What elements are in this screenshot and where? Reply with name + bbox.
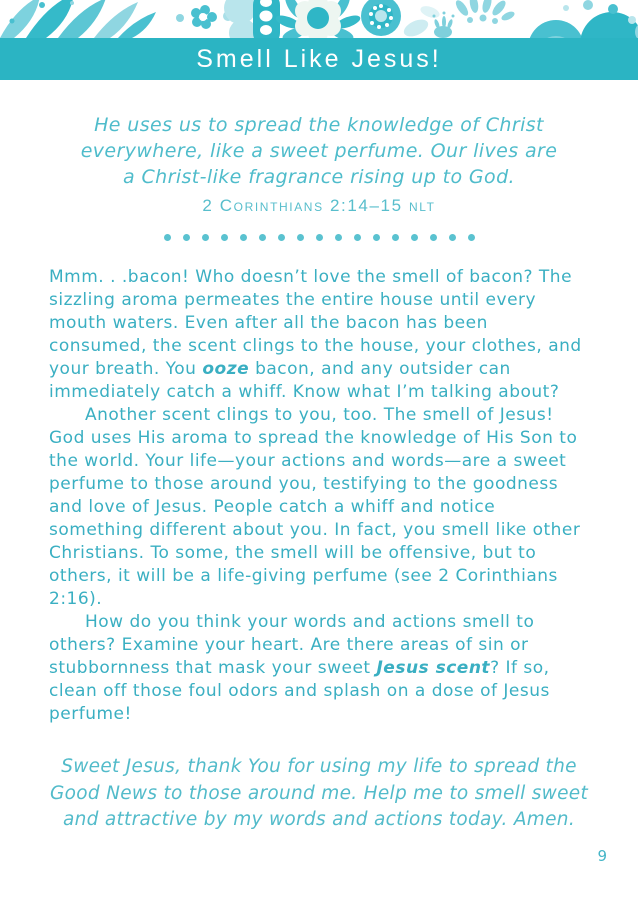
big-flower (295, 0, 341, 38)
divider-dot (354, 234, 361, 241)
scalloped-medallion (361, 0, 401, 36)
paragraph-text: How do you think your words and actions smell to others? Examine your heart. Are there areas of sin or stubbornness that mask your sweet (49, 612, 535, 678)
dots-divider (0, 234, 638, 241)
page-title: Smell Like Jesus! (196, 44, 442, 73)
emphasized-word: ooze (202, 359, 250, 379)
verse-line: everywhere, like a sweet perfume. Our lives are (80, 140, 558, 162)
prayer-line: and attractive by my words and actions today. Amen. (62, 809, 576, 830)
page-number: 9 (597, 847, 607, 865)
prayer-line: Sweet Jesus, thank You for using my life to spread the (61, 756, 577, 777)
paragraph-text: bacon, and any outsider can immediately catch a whiff. Know what I’m talking about? (49, 359, 560, 402)
divider-dot (297, 234, 304, 241)
divider-dot (316, 234, 323, 241)
paragraph-text: Another scent clings to you, too. The smell of Jesus! God uses His aroma to spread the knowledge of His Son to the world. Your life—your actions and words—are a sweet perfume to those around you, testifying to the goodness and love of Jesus. People catch a whiff and notice something different about you. In fact, you smell like other Christians. To some, the smell will be offensive, but to others, it will be a life-giving perfume (see 2 Corinthians 2:16). (49, 405, 581, 609)
small-flower (191, 5, 217, 29)
divider-dot (335, 234, 342, 241)
divider-dot (430, 234, 437, 241)
paragraph-3 (49, 611, 589, 726)
prayer-line: Good News to those around me. Help me to smell sweet (50, 782, 588, 804)
divider-dot (373, 234, 380, 241)
divider-dot (164, 234, 171, 241)
verse-line: He uses us to spread the knowledge of Christ (94, 114, 544, 136)
floral-header-art (0, 0, 638, 38)
divider-dot (259, 234, 266, 241)
paragraph-text: Mmm. . .bacon! Who doesn’t love the smell of bacon? The sizzling aroma permeates the entire house until every mouth waters. Even after all the bacon has been consumed, the scent clings to the house, your clothes, and your breath. You (49, 267, 582, 379)
divider-dot (278, 234, 285, 241)
divider-dot (183, 234, 190, 241)
paragraph-1 (49, 266, 589, 404)
paragraph-2 (49, 404, 589, 611)
verse-reference: 2 Corinthians 2:14–15 nlt (202, 196, 436, 215)
devotional-body (49, 266, 589, 726)
closing-prayer (0, 754, 638, 834)
divider-dot (392, 234, 399, 241)
big-circle (528, 20, 584, 38)
title-banner (0, 38, 638, 80)
verse-line: a Christ-like fragrance rising up to God. (123, 166, 515, 188)
divider-dot (449, 234, 456, 241)
scripture-verse (0, 112, 638, 219)
emphasized-phrase: Jesus scent (376, 658, 491, 678)
divider-dot (221, 234, 228, 241)
divider-dot (468, 234, 475, 241)
divider-dot (202, 234, 209, 241)
paragraph-text: ? If so, clean off those foul odors and splash on a dose of Jesus perfume! (49, 658, 550, 724)
divider-dot (240, 234, 247, 241)
divider-dot (411, 234, 418, 241)
droplet-splash (454, 0, 516, 24)
big-circle (580, 12, 638, 38)
